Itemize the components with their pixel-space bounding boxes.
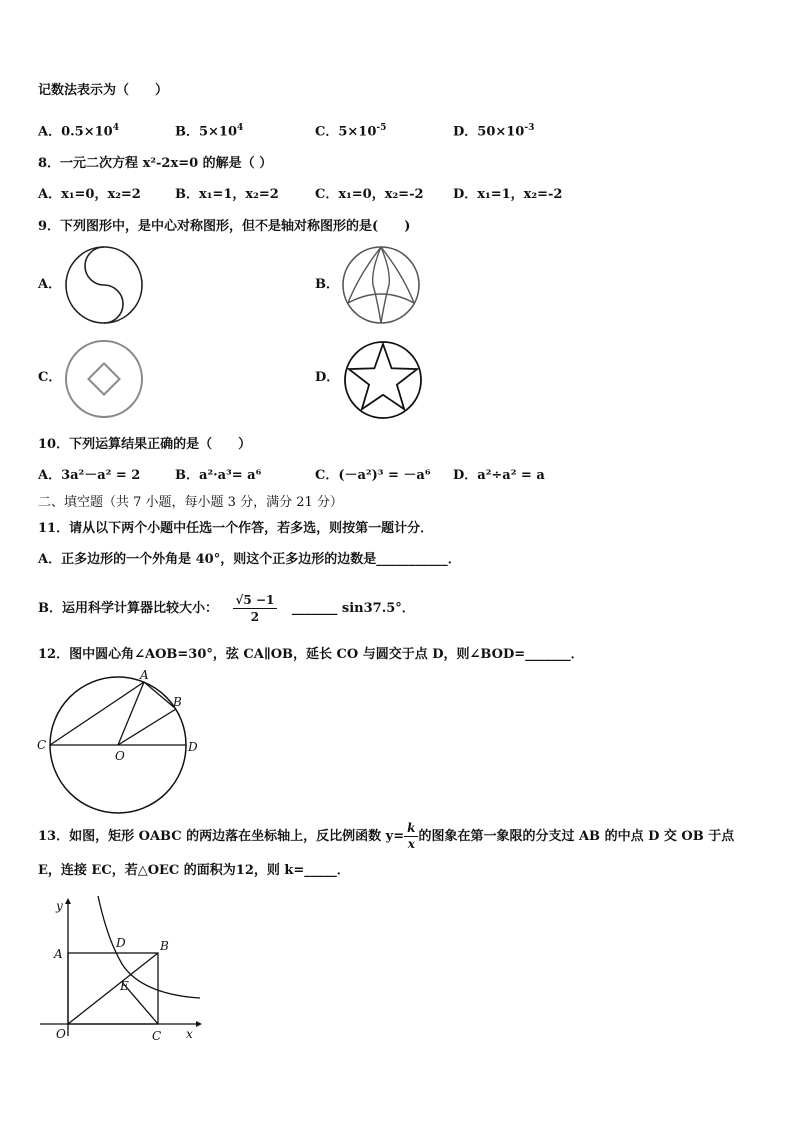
q13-label-a: A [54, 947, 63, 961]
question-7-stem-tail: 记数法表示为（ ） [38, 83, 169, 98]
q11-fraction: $\frac{√5 -1}{2}$ [233, 592, 278, 625]
q9-figure-a-yinyang [62, 243, 146, 327]
q7-option-b: B．$5\times 10^4$ [175, 123, 244, 140]
q12-label-b: B [173, 695, 182, 709]
q13-label-d: D [116, 936, 126, 950]
q10-option-b: B．a²·a³= a⁶ [175, 468, 262, 483]
q13-stem-line-1: 13．如图，矩形 OABC 的两边落在坐标轴上，反比例函数 y= $\frac{k}{x}$ 的图象在第一象限的分支过 AB 的中点 D 交 OB 于点 [38, 821, 735, 851]
q10-option-a: A．3a²－a² = 2 [38, 468, 141, 483]
q12-label-o: O [115, 749, 125, 763]
q9-figure-b-trefoil [337, 241, 425, 329]
q12-circle-figure [34, 668, 214, 814]
q9-stem: 9．下列图形中，是中心对称图形，但不是轴对称图形的是( ) [38, 219, 411, 234]
q13-label-x: x [186, 1027, 193, 1041]
q13-label-y: y [56, 899, 63, 913]
q13-label-o: O [56, 1027, 66, 1041]
q10-option-c: C．(－a²)³ = －a⁶ [315, 468, 431, 483]
q13-label-c: C [152, 1029, 162, 1043]
q11-option-b: B．运用科学计算器比较大小： $\frac{√5 -1}{2}$ _______ sin37.5°． [38, 593, 415, 624]
q12-label-a: A [140, 668, 149, 682]
q12-label-d: D [188, 740, 198, 754]
q7-option-d: D．$50\times 10^{-3}$ [453, 123, 535, 140]
q13-label-b: B [160, 939, 169, 953]
section-2-heading: 二、填空题（共 7 小题，每小题 3 分，满分 21 分） [38, 495, 343, 510]
q8-option-a: A．x₁=0，x₂=2 [38, 187, 141, 202]
q9-option-c-label: C． [38, 370, 62, 385]
q8-stem: 8．一元二次方程 x²-2x=0 的解是（ ） [38, 156, 273, 171]
q9-option-d-label: D． [315, 370, 340, 385]
q11-option-a: A．正多边形的一个外角是 40°，则这个正多边形的边数是___________． [38, 552, 461, 567]
q13-fraction: $\frac{k}{x}$ [404, 821, 418, 852]
q7-option-c: C．$5\times 10^{-5}$ [315, 123, 387, 140]
q13-stem-line-2: E，连接 EC，若△OEC 的面积为12，则 k=_____． [38, 863, 350, 878]
q8-option-d: D．x₁=1，x₂=-2 [453, 187, 563, 202]
q13-label-e: E [120, 979, 129, 993]
q12-stem: 12．图中圆心角∠AOB=30°，弦 CA∥OB，延长 CO 与圆交于点 D，则∠BOD=_______． [38, 647, 584, 662]
q9-figure-c-coin-diamond [60, 336, 148, 422]
q7-option-a: A．$0.5\times 10^4$ [38, 123, 119, 140]
q12-label-c: C [37, 738, 47, 752]
q13-coordinate-figure [36, 892, 206, 1044]
q10-option-d: D．a²÷a² = a [453, 468, 545, 483]
q11-stem: 11．请从以下两个小题中任选一个作答，若多选，则按第一题计分． [38, 521, 434, 536]
q9-option-a-label: A． [38, 277, 62, 292]
q9-figure-d-star [341, 338, 425, 422]
q8-option-c: C．x₁=0，x₂=-2 [315, 187, 424, 202]
q8-option-b: B．x₁=1，x₂=2 [175, 187, 279, 202]
q10-stem: 10．下列运算结果正确的是（ ） [38, 437, 252, 452]
q9-option-b-label: B． [315, 277, 339, 292]
